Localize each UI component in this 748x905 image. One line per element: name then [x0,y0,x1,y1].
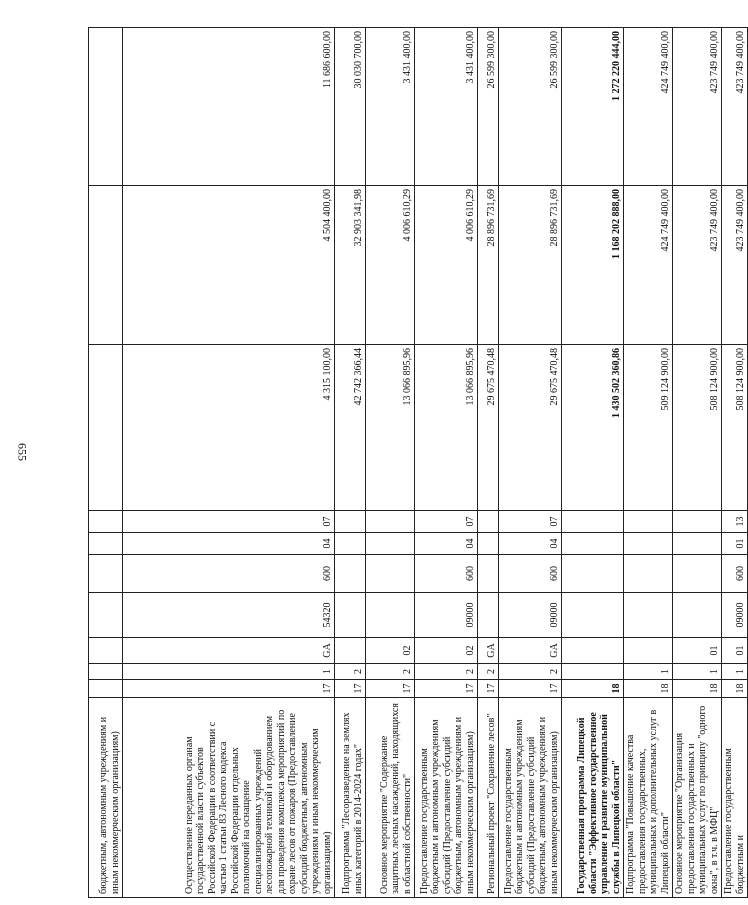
row-name: Подпрограмма "Повышение качества предоставления государственных, муниципальных и дополнительных услуг в Липецкой области" [624,698,673,898]
code-pp: 1 [673,664,722,680]
table-row [123,28,335,898]
code-gp: 18 [624,680,673,698]
code-gp [89,680,123,698]
code-vr [366,555,415,593]
code-dir [562,593,624,638]
code-om [624,638,673,664]
code-vr [335,555,366,593]
value-2024: 3 431 400,00 [366,28,415,186]
value-2022: 1 430 502 360,86 [562,345,624,511]
row-name: Основное мероприятие "Организация предоставления государственных и муниципальных услуг по принципу "одного окна", в т.ч. в МФЦ" [673,698,722,898]
row-name: бюджетным, автономным учреждениям и иным некоммерческим организациям) [89,698,123,898]
code-vr: 600 [499,555,562,593]
code-pp: 2 [499,664,562,680]
code-om [562,638,624,664]
code-rz [89,533,123,555]
table-body [89,28,748,898]
code-gp: 18 [562,680,624,698]
value-2024: 1 272 220 444,00 [562,28,624,186]
value-2023 [89,186,123,345]
value-2022: 13 066 895,96 [415,345,478,511]
value-2024: 423 749 400,00 [673,28,722,186]
value-2024: 424 749 400,00 [624,28,673,186]
code-pp: 2 [335,664,366,680]
value-2024: 11 686 600,00 [123,28,335,186]
code-vr [89,555,123,593]
value-2023: 1 168 202 888,00 [562,186,624,345]
code-gp: 17 [478,680,499,698]
code-pr [478,511,499,533]
table-row [89,28,123,898]
value-2022: 509 124 900,00 [624,345,673,511]
code-dir [478,593,499,638]
value-2023: 423 749 400,00 [673,186,722,345]
value-2022 [89,345,123,511]
code-om: GA [123,638,335,664]
code-pr: 07 [123,511,335,533]
code-vr: 600 [722,555,748,593]
code-om: 02 [366,638,415,664]
code-vr: 600 [123,555,335,593]
code-pr [562,511,624,533]
value-2023: 28 896 731,69 [499,186,562,345]
value-2024: 26 599 300,00 [478,28,499,186]
value-2023: 4 006 610,29 [415,186,478,345]
value-2022: 4 315 100,00 [123,345,335,511]
code-dir [624,593,673,638]
code-vr [562,555,624,593]
value-2022: 13 066 895,96 [366,345,415,511]
value-2023: 424 749 400,00 [624,186,673,345]
code-gp: 17 [366,680,415,698]
value-2023: 4 504 400,00 [123,186,335,345]
row-name: Государственная программа Липецкой области "Эффективное государственное управление и развитие муниципальной службы в Липецкой области" [562,698,624,898]
table-row [673,28,722,898]
code-om: GA [499,638,562,664]
code-pp [562,664,624,680]
value-2023: 4 006 610,29 [366,186,415,345]
code-vr [478,555,499,593]
code-pr: 07 [415,511,478,533]
code-pr: 07 [499,511,562,533]
value-2023: 28 896 731,69 [478,186,499,345]
code-rz [335,533,366,555]
table-row [722,28,748,898]
code-dir [89,593,123,638]
code-gp: 17 [415,680,478,698]
code-rz [562,533,624,555]
code-vr [673,555,722,593]
code-dir: 09000 [499,593,562,638]
code-pp: 2 [478,664,499,680]
code-pr [366,511,415,533]
table-row [366,28,415,898]
code-pr: 13 [722,511,748,533]
code-rz: 04 [499,533,562,555]
value-2023: 423 749 400,00 [722,186,748,345]
table-row [624,28,673,898]
code-pr [624,511,673,533]
row-name: Предоставление государственным бюджетным и автономным учреждениям субсидий (Предоставление субсидий бюджетным, автономным учреждениям и иным некоммерческим организациям) [415,698,478,898]
code-dir: 09000 [415,593,478,638]
value-2024: 30 030 700,00 [335,28,366,186]
code-dir [366,593,415,638]
value-2024: 3 431 400,00 [415,28,478,186]
page-number: 655 [15,443,30,461]
table-row [415,28,478,898]
code-rz [478,533,499,555]
value-2024: 26 599 300,00 [499,28,562,186]
code-rz [673,533,722,555]
value-2022: 508 124 900,00 [722,345,748,511]
code-rz [366,533,415,555]
value-2022: 29 675 470,48 [499,345,562,511]
code-pr [89,511,123,533]
code-vr: 600 [415,555,478,593]
code-gp: 17 [335,680,366,698]
row-name: Предоставление государственным бюджетным и автономным учреждениям субсидий (Предоставление субсидий бюджетным, автономным учреждениям и иным некоммерческим организациям) [499,698,562,898]
code-om: 01 [722,638,748,664]
value-2022: 508 124 900,00 [673,345,722,511]
code-rz [624,533,673,555]
value-2022: 29 675 470,48 [478,345,499,511]
budget-table [88,27,748,898]
code-dir [335,593,366,638]
code-pp: 1 [624,664,673,680]
value-2023: 32 903 341,98 [335,186,366,345]
code-dir [673,593,722,638]
code-rz: 04 [123,533,335,555]
code-om: 01 [673,638,722,664]
code-gp: 18 [673,680,722,698]
code-pp: 1 [722,664,748,680]
row-name: Основное мероприятие "Содержание защитных лесных насаждений, находящихся в областной собственности" [366,698,415,898]
code-pp: 2 [415,664,478,680]
table-row [478,28,499,898]
code-pp: 1 [123,664,335,680]
code-pr [673,511,722,533]
table-row [562,28,624,898]
table-row [335,28,366,898]
code-om: 02 [415,638,478,664]
code-om [89,638,123,664]
code-rz: 01 [722,533,748,555]
code-pr [335,511,366,533]
code-om: GA [478,638,499,664]
code-dir: 09000 [722,593,748,638]
value-2022: 42 742 366,44 [335,345,366,511]
code-pp: 2 [366,664,415,680]
value-2024: 423 749 400,00 [722,28,748,186]
code-pp [89,664,123,680]
table-row [499,28,562,898]
code-gp: 18 [722,680,748,698]
row-name: Подпрограмма "Лесоразведение на землях иных категорий в 2014-2024 годах" [335,698,366,898]
rotated-page-area [88,28,746,898]
row-name: Предоставление государственным бюджетным и [722,698,748,898]
value-2024 [89,28,123,186]
code-vr [624,555,673,593]
code-om [335,638,366,664]
row-name: Региональный проект "Сохранение лесов" [478,698,499,898]
code-gp: 17 [499,680,562,698]
code-dir: 54320 [123,593,335,638]
code-rz: 04 [415,533,478,555]
row-name: Осуществление переданных органам государственной власти субъектов Российской Федерации в соответствии с частью 1 статьи 83 Лесного кодекса Российской Федерации отдельных полномочий на оснащение специализированных учреждений лесопожарной техникой и оборудованием для проведения комплекса мероприятий по охране лесов от пожаров (Предоставление субсидий бюджетным, автономным учреждениям и иным некоммерческим организациям) [123,698,335,898]
code-gp: 17 [123,680,335,698]
